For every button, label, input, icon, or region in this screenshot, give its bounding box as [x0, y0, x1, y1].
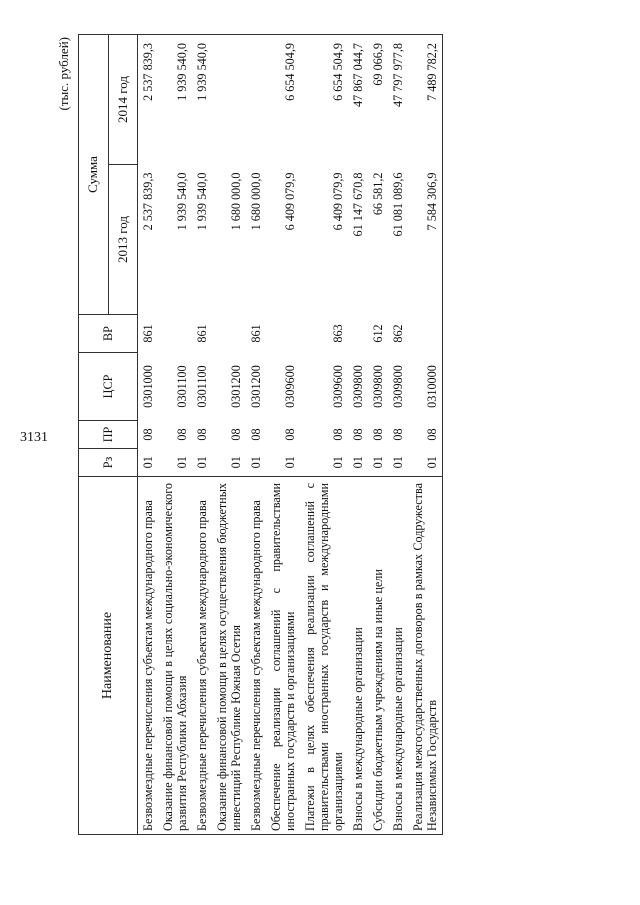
row-sum-2013: 1 680 000,0	[249, 172, 263, 231]
row-sum-2013: 1 939 540,0	[195, 172, 209, 231]
row-rz: 01	[229, 456, 243, 469]
row-name: Обеспечение реализации соглашений с правительствами иностранных государств и организациями	[266, 477, 300, 835]
row-csr: 0301200	[229, 365, 243, 408]
row-sum-2013: 1 939 540,0	[175, 172, 189, 231]
row-pr: 08	[195, 428, 209, 441]
row-rz: 01	[141, 456, 155, 469]
table-row	[368, 35, 388, 835]
row-sum-2013: 6 409 079,9	[331, 172, 345, 231]
row-csr: 0301200	[249, 365, 263, 408]
row-pr: 08	[229, 428, 243, 441]
table-body	[138, 35, 443, 835]
row-rz: 01	[249, 456, 263, 469]
row-pr: 08	[175, 428, 189, 441]
header-vr: ВР	[79, 315, 138, 353]
row-csr: 0309800	[371, 365, 385, 408]
row-csr: 0309600	[331, 365, 345, 408]
row-sum-2013: 6 409 079,9	[283, 172, 297, 231]
row-pr: 08	[391, 428, 405, 441]
row-sum-2013: 2 537 839,3	[141, 172, 155, 231]
row-sum-2014: 6 654 504,9	[266, 35, 300, 165]
row-name: Безвозмездные перечисления субъектам международного права	[138, 477, 159, 835]
row-sum-2014: 47 867 044,7	[348, 35, 368, 165]
row-sum-2014: 47 797 977,8	[388, 35, 408, 165]
table-row	[158, 35, 192, 835]
row-rz: 01	[391, 456, 405, 469]
row-name: Взносы в международные организации	[388, 477, 408, 835]
row-sum-2013: 7 584 306,9	[408, 165, 443, 315]
row-sum-2013: 1 680 000,0	[229, 172, 243, 231]
row-name: Безвозмездные перечисления субъектам международного права	[246, 477, 266, 835]
table-row	[192, 35, 212, 835]
row-vr: 612	[371, 324, 385, 343]
row-csr: 0309600	[283, 365, 297, 408]
table-header	[79, 35, 138, 835]
row-rz: 01	[283, 456, 297, 469]
header-sum: Сумма	[79, 35, 109, 315]
row-sum-2014: 7 489 782,2	[408, 35, 443, 165]
row-pr: 08	[283, 428, 297, 441]
table-row	[388, 35, 408, 835]
row-sum-2014: 6 654 504,9	[300, 35, 348, 165]
row-sum-2014: 1 939 540,0	[192, 35, 212, 165]
row-sum-2013: 61 081 089,6	[391, 172, 405, 237]
table-row	[246, 35, 266, 835]
page-number: 3131	[20, 430, 48, 445]
header-rz: Рз	[79, 449, 138, 477]
row-rz: 01	[351, 456, 365, 469]
row-name: Безвозмездные перечисления субъектам международного права	[192, 477, 212, 835]
row-rz: 01	[195, 456, 209, 469]
row-pr: 08	[331, 428, 345, 441]
row-sum-2014: 69 066,9	[368, 35, 388, 165]
row-vr	[212, 315, 246, 353]
row-vr	[408, 315, 443, 353]
row-vr: 861	[141, 324, 155, 343]
rotated-page-content	[50, 35, 590, 835]
row-vr	[158, 315, 192, 353]
row-csr: 0301100	[175, 365, 189, 408]
row-pr: 08	[351, 428, 365, 441]
row-vr: 861	[249, 324, 263, 343]
row-name: Платежи в целях обеспечения реализации соглашений с правительствами иностранных государств и международными организациями	[300, 477, 348, 835]
row-vr: 863	[331, 324, 345, 343]
budget-table	[78, 34, 443, 835]
header-csr: ЦСР	[79, 353, 138, 421]
table-row	[348, 35, 368, 835]
row-rz: 01	[371, 456, 385, 469]
row-sum-2014	[212, 35, 246, 165]
units-note: (тыс. рублей)	[56, 37, 71, 111]
row-name: Реализация межгосударственных договоров в рамках Содружества Независимых Государств	[408, 477, 443, 835]
row-vr: 862	[391, 324, 405, 343]
row-pr: 08	[408, 421, 443, 449]
row-vr: 861	[195, 324, 209, 343]
header-pr: ПР	[79, 421, 138, 449]
row-rz: 01	[408, 449, 443, 477]
row-csr: 0309800	[391, 365, 405, 408]
row-csr: 0301100	[195, 365, 209, 408]
row-sum-2014: 1 939 540,0	[158, 35, 192, 165]
table-row	[138, 35, 159, 835]
row-csr: 0310000	[408, 353, 443, 421]
row-name: Оказание финансовой помощи в целях осуществления бюджетных инвестиций Республике Южная Осетия	[212, 477, 246, 835]
row-name: Субсидии бюджетным учреждениям на иные цели	[368, 477, 388, 835]
row-vr	[266, 315, 300, 353]
row-sum-2014: 2 537 839,3	[138, 35, 159, 165]
row-name: Оказание финансовой помощи в целях социально-экономического развития Республики Абхазия	[158, 477, 192, 835]
row-pr: 08	[141, 428, 155, 441]
table-row	[408, 35, 443, 835]
row-pr: 08	[249, 428, 263, 441]
row-rz: 01	[175, 456, 189, 469]
row-sum-2014	[246, 35, 266, 165]
row-name: Взносы в международные организации	[348, 477, 368, 835]
row-sum-2013: 66 581,2	[371, 172, 385, 216]
header-year-2013: 2013 год	[108, 165, 138, 315]
header-name: Наименование	[79, 477, 138, 835]
row-csr: 0309800	[351, 365, 365, 408]
row-pr: 08	[371, 428, 385, 441]
row-sum-2013: 61 147 670,8	[351, 172, 365, 237]
table-row	[266, 35, 300, 835]
row-vr	[348, 315, 368, 353]
row-csr: 0301000	[141, 365, 155, 408]
header-year-2014: 2014 год	[108, 35, 138, 165]
table-row	[300, 35, 348, 835]
row-rz: 01	[331, 456, 345, 469]
table-row	[212, 35, 246, 835]
